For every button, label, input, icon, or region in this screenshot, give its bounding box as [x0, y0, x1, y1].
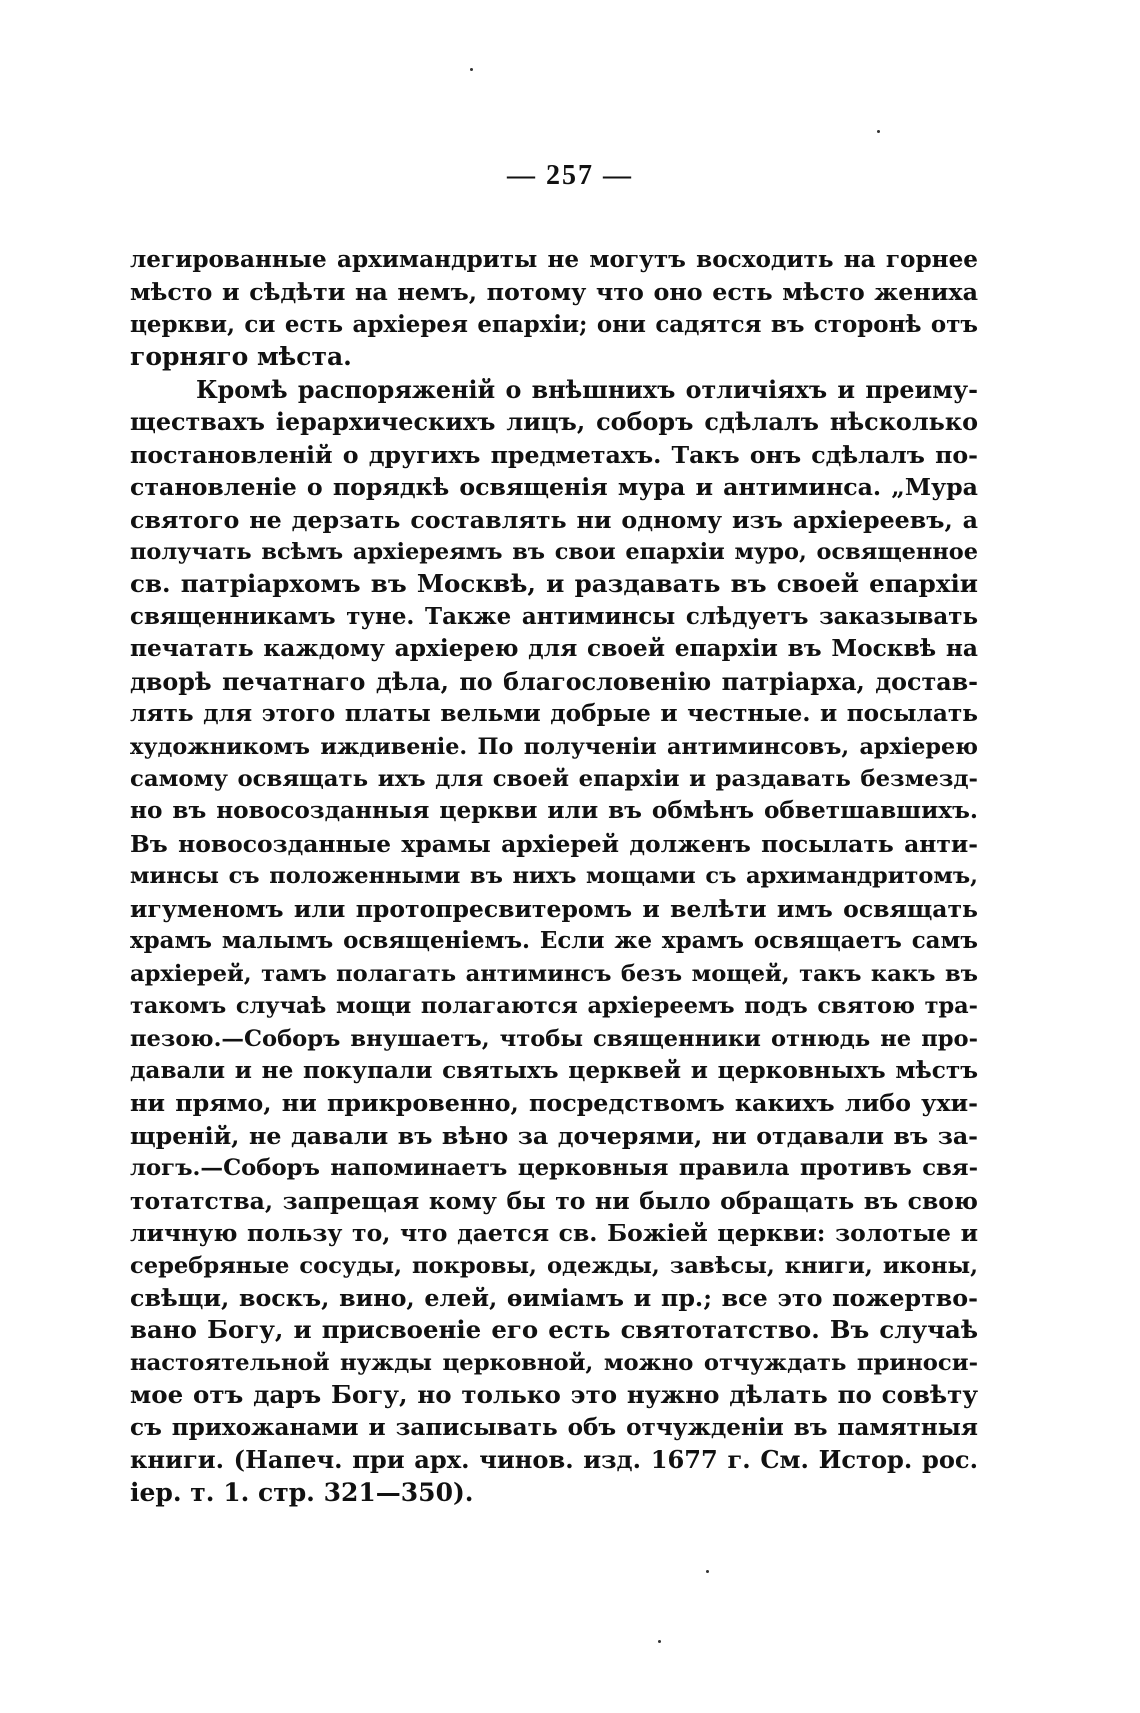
text-line: личную пользу то, что дается св. Божіей церкви: золотые и	[130, 1219, 978, 1248]
text-line: святого не дерзать составлять ни одному изъ архіереевъ, а	[130, 505, 978, 534]
text-line: тотатства, запрещая кому бы то ни было обращать въ свою	[130, 1186, 978, 1215]
text-line: вано Богу, и присвоеніе его есть святотатство. Въ случаѣ	[130, 1315, 978, 1345]
text-line: самому освящать ихъ для своей епархіи и раздавать безмезд-	[130, 766, 978, 792]
page-number: — 257 —	[507, 160, 633, 191]
text-line: мѣсто и сѣдѣти на немъ, потому что оно есть мѣсто жениха	[130, 278, 978, 307]
text-line: церкви, си есть архіерея епархіи; они садятся въ сторонѣ отъ	[130, 310, 978, 338]
text-line: книги. (Напеч. при арх. чинов. изд. 1677 г. См. Истор. рос.	[130, 1445, 978, 1475]
text-line: ни прямо, ни прикровенно, посредствомъ какихъ либо ухи-	[130, 1089, 978, 1118]
text-line: серебряные сосуды, покровы, одежды, завѣсы, книги, иконы,	[130, 1252, 978, 1279]
text-line: художникомъ иждивеніе. По полученіи антиминсовъ, архіерею	[130, 733, 978, 760]
scan-speck	[470, 68, 473, 71]
main-text-block	[130, 244, 978, 1509]
text-line: печатать каждому архіерею для своей епархіи въ Москвѣ на	[130, 635, 978, 663]
text-line: игуменомъ или протопресвитеромъ и велѣти имъ освящать	[130, 894, 978, 923]
text-line: минсы съ положенными въ нихъ мощами съ архимандритомъ,	[130, 863, 978, 890]
text-line: дворѣ печатнаго дѣла, по благословенію патріарха, достав-	[130, 667, 978, 696]
text-line: іер. т. 1. стр. 321—350).	[130, 1477, 474, 1507]
text-line: настоятельной нужды церковной, можно отчуждать приноси-	[130, 1349, 978, 1376]
text-line: получать всѣмъ архіереямъ въ свои епархіи муро, освященное	[130, 538, 978, 565]
text-line: ществахъ іерархическихъ лицъ, соборъ сдѣлалъ нѣсколько	[130, 408, 978, 437]
text-line: мое отъ даръ Богу, но только это нужно дѣлать по совѣту	[130, 1380, 978, 1410]
text-line: архіерей, тамъ полагать антиминсъ безъ мощей, такъ какъ въ	[130, 960, 978, 987]
text-line: съ прихожанами и записывать объ отчужденіи въ памятныя	[130, 1413, 978, 1441]
text-line: легированные архимандриты не могутъ восходить на горнее	[130, 246, 978, 273]
text-line: свѣщи, воскъ, вино, елей, ѳиміамъ и пр.; все это пожертво-	[130, 1284, 978, 1312]
text-line: храмъ малымъ освященіемъ. Если же храмъ освящаетъ самъ	[130, 927, 978, 955]
text-line: лять для этого платы вельми добрые и честные. и посылать	[130, 700, 978, 728]
text-line: давали и не покупали святыхъ церквей и церковныхъ мѣстъ	[130, 1056, 978, 1084]
text-line: Кромѣ распоряженій о внѣшнихъ отличіяхъ и преиму-	[196, 375, 978, 404]
text-line: щреній, не давали въ вѣно за дочерями, ни отдавали въ за-	[130, 1121, 978, 1150]
text-line: такомъ случаѣ мощи полагаются архіереемъ подъ святою тра-	[130, 993, 978, 1020]
scan-speck	[706, 1570, 709, 1573]
text-line: горняго мѣста.	[130, 342, 352, 372]
text-line: пезою.—Соборъ внушаетъ, чтобы священники отнюдь не про-	[130, 1025, 978, 1052]
scan-speck	[658, 1640, 661, 1643]
text-line: постановленій о другихъ предметахъ. Такъ онъ сдѣлалъ по-	[130, 440, 978, 469]
text-line: становленіе о порядкѣ освященія мура и антиминса. „Мура	[130, 473, 978, 502]
text-line: священникамъ туне. Также антиминсы слѣдуетъ заказывать	[130, 602, 978, 630]
text-line: св. патріархомъ въ Москвѣ, и раздавать въ своей епархіи	[130, 569, 978, 599]
text-line: логъ.—Соборъ напоминаетъ церковныя правила противъ свя-	[130, 1155, 978, 1182]
text-line: но въ новосозданныя церкви или въ обмѣнъ обветшавшихъ.	[130, 797, 978, 825]
scan-speck	[877, 130, 880, 133]
text-line: Въ новосозданные храмы архіерей долженъ посылать анти-	[130, 829, 978, 858]
